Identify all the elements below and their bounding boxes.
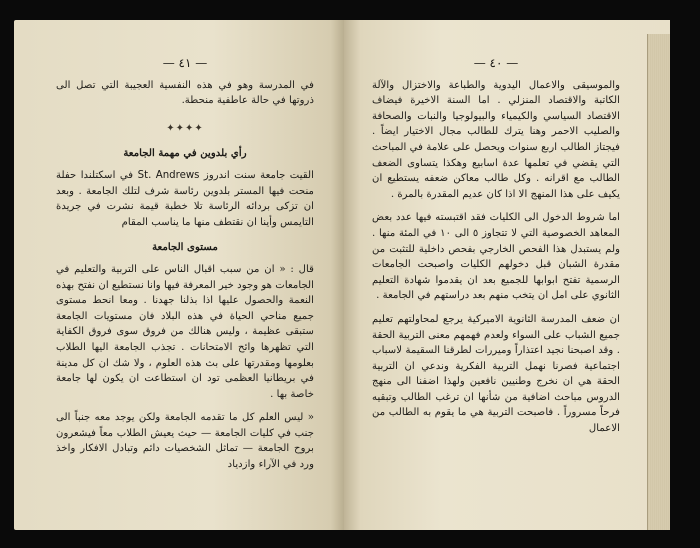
curriculum-paragraph: والموسيقى والاعمال اليدوية والطباعة والاختزال والآلة الكاتبة والاقتصاد المنزلي . اما السنة الاخيرة فيضاف الاقتصاد السياسي والكيمياء والبيولوجيا والنبات والصحافة والصليب الاحمر وهنا يترك للطالب مجال الاختيار ايضاً . فيجتاز الطالب اربع سنوات ويحصل على علامة في المباحث التي يقضي في تعلمها عدة اسابيع وهكذا يتساوى الضعف الطالب مع اقرانه . وكل طالب معاكن ضعفه يستطيع ان يكيف على هذا المنهج الا اذا كان عديم المقدرة بالمرة . <box>372 79 620 200</box>
secondary-school-paragraph: ان ضعف المدرسة الثانوية الاميركية يرجع لمحاولتهم تعليم جميع الشباب على السواء ولعدم فهمهم معنى التربية الحقة . وقد اصبحنا نجيد اعتذاراً وميررات لطرقنا السقيمة لاسباب اجتماعية فصرنا نهمل التربية الفكرية وندعي ان التربية الحقة هي ان نخرج وطنيين نافعين ولهذا اضفنا الى منهج الدروس مباحث اضافية من شأنها ان ترغب الطالب وتبقيه فرحاً مسروراً . فاصبحت التربية هي ما يقوم به الطالب من الاعمال <box>372 313 620 435</box>
section-heading-university-level: مستوى الجامعة <box>152 241 218 254</box>
section-heading-baldwin: رأي بلدوين في مهمة الجامعة <box>123 147 247 160</box>
st-andrews-latin: St. Andrews <box>137 169 200 181</box>
left-page <box>14 20 344 530</box>
admission-paragraph: اما شروط الدخول الى الكليات فقد اقتبسته فيها عدد بعض المعاهد الخصوصية التي لا تتجاوز ٥ الى ١٠ في المئة منها . ولم يستبدل هذا الفحص الخارجي بفحص داخلية للتثبت من مقدرة الشبان قبل دخولهم الكليات واصبحت الجامعات الرسمية تفتح ابوابها للجميع بعد ان يقدموا شهادة التعليم الثانوي على امل ان يتخب منهم بعد دراستهم في الجامعة . <box>372 212 621 302</box>
section-divider-ornament: ✦✦✦✦ <box>166 122 204 134</box>
intro-paragraph: في المدرسة وهو في هذه النفسية العجيبة التي تصل الى ذروتها في حالة عاطفية منحطة. <box>56 79 314 107</box>
open-book <box>14 14 686 536</box>
university-knowledge-paragraph: « ليس العلم كل ما تقدمه الجامعة ولكن يوجد معه جنباً الى جنب في كليات الجامعة — حيث يعيش الطلاب معاً فيشعرون بروح الجامعة — تماثل الشخصيات دائم وتبادل الافكار واخذ ورد في الآراء وازدياد <box>56 412 314 471</box>
university-level-paragraph: قال : « ان من سبب اقبال الناس على التربية والتعليم في الجامعات هو وجود خير المعرفة فيها وانا نستطيع ان نفتح بهذه النعمة والحصول عليها اذا بذلنا جهدنا . ومعا انحط مستوى جميع مناحي الحياة في هذه البلاد فان مستويات الجامعة ستبقى عظيمة ، وليس هنالك من فروق سوى فروق الكفاية التي تظهرها وائح الامتحانات . تجذب الجامعة اليها الطلاب بعلومها ومقدرتها على بث هذه العلوم ، ولا شك ان كل مدينة في بريطانيا العظمى تود ان استطاعت ان يكون لها جامعة خاصة بها . <box>56 263 314 400</box>
baldwin-text-a: القيت جامعة سنت اندروز <box>203 169 314 181</box>
right-page <box>344 20 670 530</box>
page-number-right: — ٤٠ — <box>473 56 519 70</box>
page-stack-edge <box>647 34 670 530</box>
baldwin-text-b: في اسكتلندا حفلة منحت فيها المستر بلدوين رئاسة شرف لتلك الجامعة . وبعد ان تزكى بردائه الرئاسة تلا خطبة قيمة نشرت في جريدة التايمس وأينا ان نقتطف منها ما يناسب المقام <box>56 169 314 228</box>
baldwin-paragraph <box>56 168 314 230</box>
left-page-text <box>56 56 314 481</box>
page-number-left: — ٤١ — <box>162 56 208 70</box>
right-page-text <box>372 56 620 445</box>
